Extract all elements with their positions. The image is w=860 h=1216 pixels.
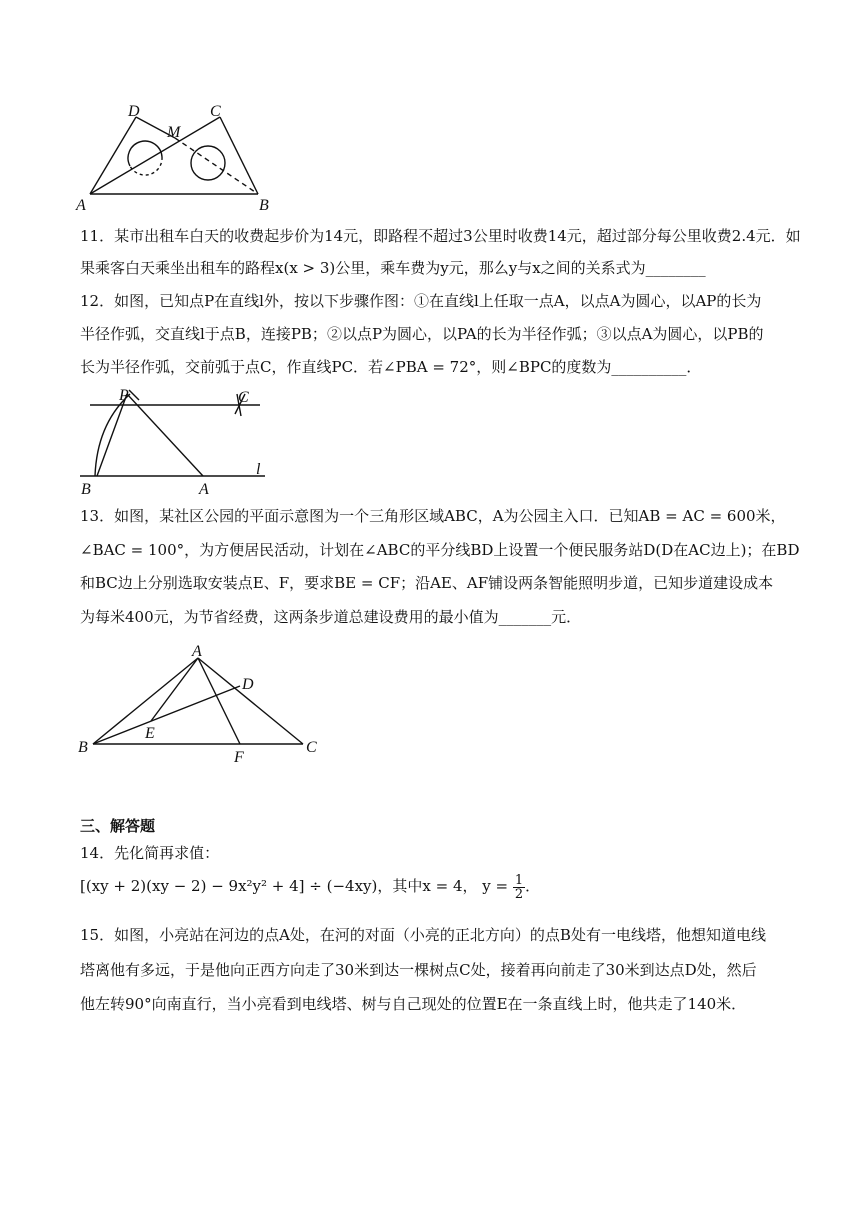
label-a: A (192, 643, 202, 660)
label-d: D (128, 103, 140, 120)
label-l: l (256, 461, 261, 478)
section-title: 三、解答题 (80, 817, 156, 835)
q13-line-2: ∠BAC = 100°，为方便居民活动，计划在∠ABC的平分线BD上设置一个便民服务站D(D在AC边上)；在BD (80, 541, 800, 559)
label-c: C (306, 739, 317, 756)
q12-line-1: 12．如图，已知点P在直线l外，按以下步骤作图：①在直线l上任取一点A，以点A为圆心，以AP的长为 (80, 292, 762, 310)
fraction-numerator: 1 (514, 872, 524, 888)
label-f: F (234, 749, 244, 766)
q12-line-2: 半径作弧，交直线l于点B，连接PB；②以点P为圆心，以PA的长为半径作弧；③以点A为圆心，以PB的 (80, 325, 764, 343)
q13-line-3: 和BC边上分别选取安装点E、F，要求BE = CF；沿AE、AF铺设两条智能照明步道，已知步道建设成本 (80, 574, 774, 592)
q14-expr-tail: ． (525, 877, 541, 895)
label-c: C (210, 103, 221, 120)
segment-bd (93, 686, 240, 744)
label-a: A (76, 197, 86, 212)
segment-cb (220, 117, 258, 194)
figure-q12 (75, 384, 275, 499)
q15-line-3: 他左转90°向南直行，当小亮看到电线塔、树与自己现处的位置E在一条直线上时，他共走了140米． (80, 995, 747, 1013)
label-b: B (81, 481, 91, 498)
label-e: E (145, 725, 155, 742)
label-a: A (199, 481, 209, 498)
q15-line-2: 塔离他有多远，于是他向正西方向走了30米到达一棵树点C处，接着再向前走了30米到达点D处，然后 (80, 961, 757, 979)
q13-line-1: 13．如图，某社区公园的平面示意图为一个三角形区域ABC，A为公园主入口．已知AB = AC = 600米， (80, 507, 786, 525)
label-m: M (167, 124, 181, 141)
segment-pb (97, 394, 127, 476)
segment-ad (90, 117, 136, 194)
q14-expression (80, 872, 785, 901)
segment-ac (198, 658, 303, 744)
label-b: B (259, 197, 269, 212)
figure-q13 (75, 640, 335, 770)
label-d: D (242, 676, 254, 693)
circle-left (128, 141, 162, 166)
label-c: C (238, 389, 249, 406)
fraction-one-half (513, 874, 525, 901)
segment-af (198, 658, 240, 744)
label-p: P (119, 387, 129, 404)
q15-line-1: 15．如图，小亮站在河边的点A处，在河的对面（小亮的正北方向）的点B处有一电线塔，他想知道电线 (80, 926, 766, 944)
q11-line-2: 果乘客白天乘坐出租车的路程x(x > 3)公里，乘车费为y元，那么y与x之间的关系式为________ (80, 259, 706, 277)
figure-q10 (70, 100, 280, 212)
circle-left-dashed (130, 157, 162, 175)
q14-line-1: 14．先化简再求值： (80, 844, 220, 862)
segment-mb-dashed (175, 138, 258, 194)
q13-line-4: 为每米400元，为节省经费，这两条步道总建设费用的最小值为_______元． (80, 608, 582, 626)
q12-line-3: 长为半径作弧，交前弧于点C，作直线PC．若∠PBA = 72°，则∠BPC的度数为__________． (80, 358, 702, 376)
q14-expr-text: [(xy + 2)(xy − 2) − 9x²y² + 4] ÷ (−4xy)，其中x = 4， y = (80, 877, 509, 895)
q11-line-1: 11．某市出租车白天的收费起步价为14元，即路程不超过3公里时收费14元，超过部分每公里收费2.4元．如 (80, 227, 801, 245)
circle-right (191, 146, 225, 180)
fraction-denominator: 2 (514, 886, 524, 902)
segment-pa (127, 394, 203, 476)
label-b: B (78, 739, 88, 756)
